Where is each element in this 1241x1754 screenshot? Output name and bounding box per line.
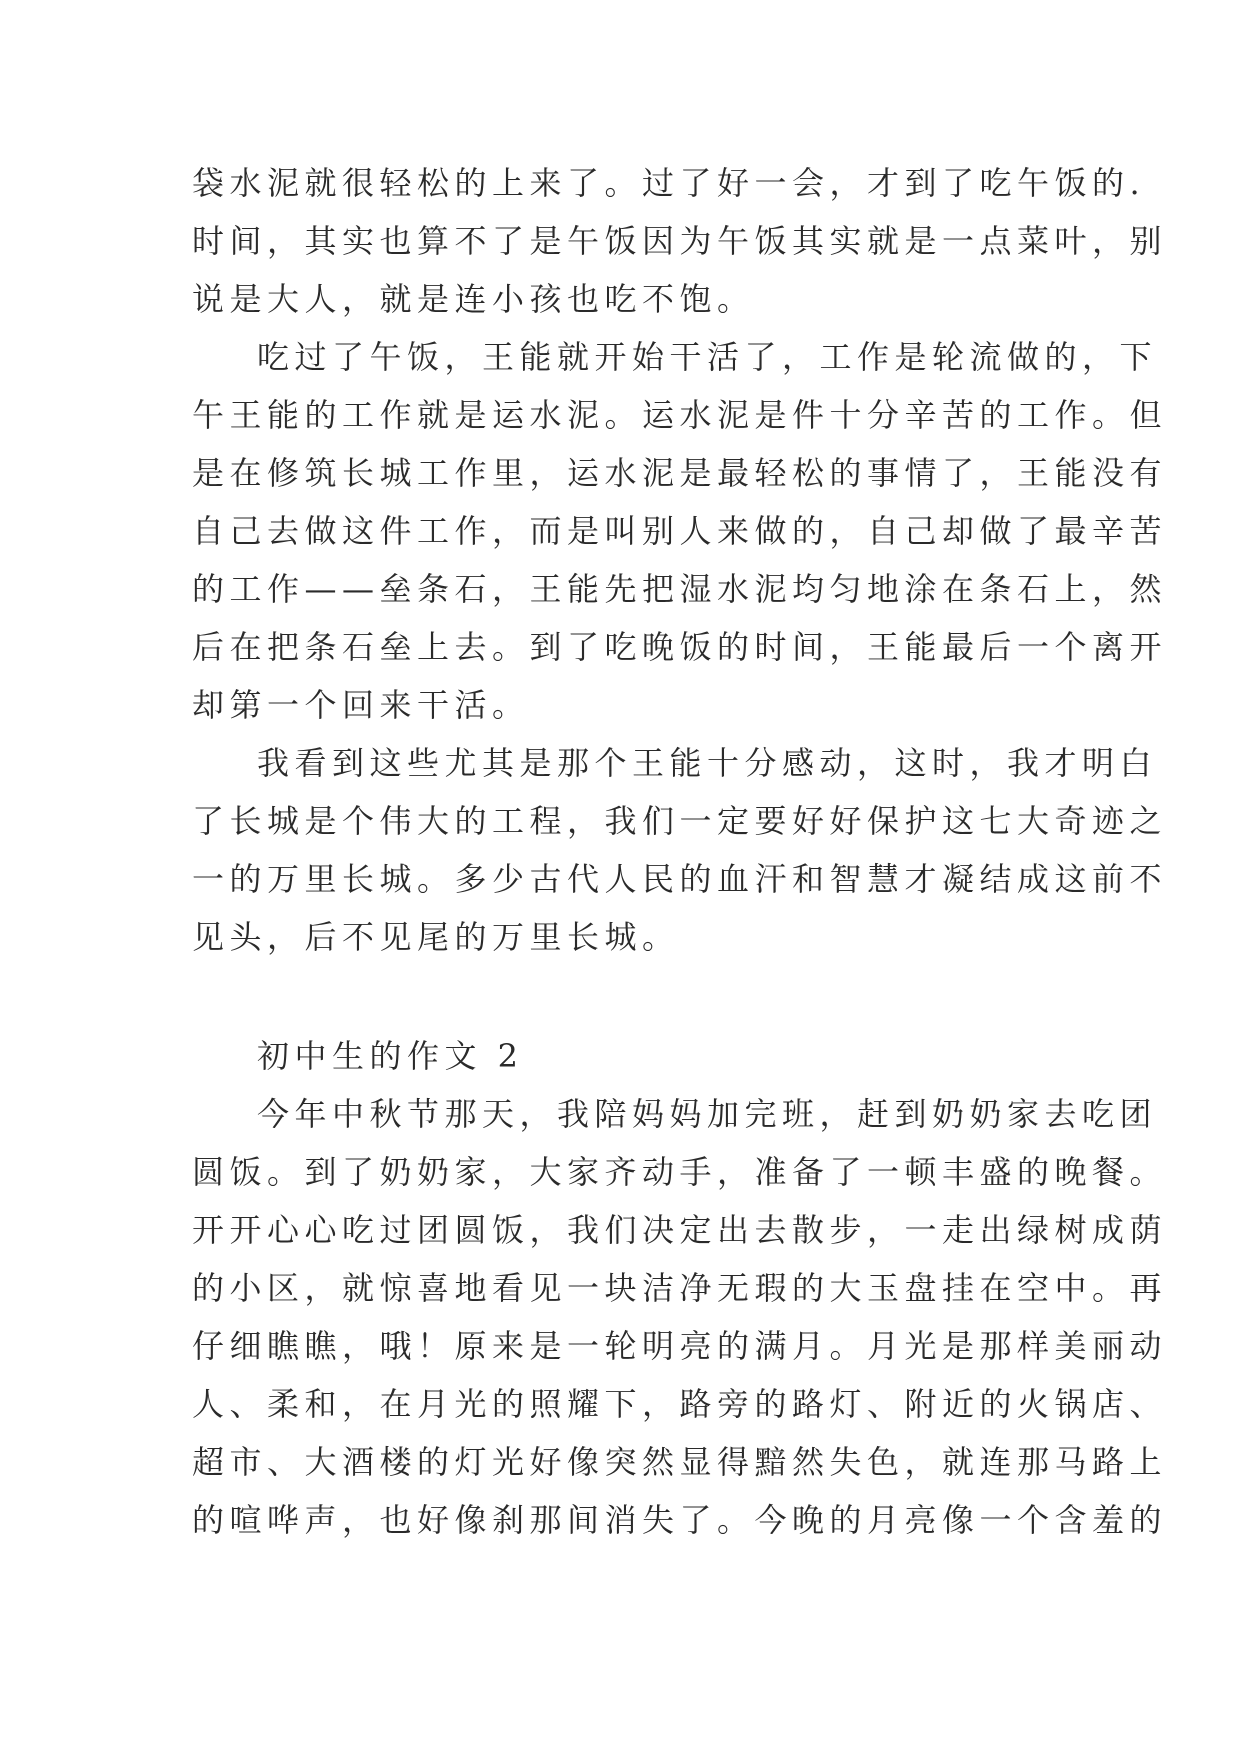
text-line: 袋水泥就很轻松的上来了。过了好一会，才到了吃午饭的. <box>192 164 1146 202</box>
essay-2 <box>192 1027 1168 1549</box>
text-line: 了长城是个伟大的工程，我们一定要好好保护这七大奇迹之 <box>192 802 1168 840</box>
essay-title: 初中生的作文 2 <box>257 1037 524 1075</box>
text-line: 一的万里长城。多少古代人民的血汗和智慧才凝结成这前不 <box>192 860 1168 898</box>
text-line: 却第一个回来干活。 <box>192 686 530 724</box>
essay-continuation <box>192 154 1168 966</box>
text-line: 见头，后不见尾的万里长城。 <box>192 918 680 956</box>
text-line: 午王能的工作就是运水泥。运水泥是件十分辛苦的工作。但 <box>192 396 1168 434</box>
text-line: 超市、大酒楼的灯光好像突然显得黯然失色，就连那马路上 <box>192 1443 1168 1481</box>
text-line: 是在修筑长城工作里，运水泥是最轻松的事情了，王能没有 <box>192 454 1168 492</box>
text-line: 我看到这些尤其是那个王能十分感动，这时，我才明白 <box>257 744 1158 782</box>
text-line: 开开心心吃过团圆饭，我们决定出去散步，一走出绿树成荫 <box>192 1211 1168 1249</box>
text-line: 时间，其实也算不了是午饭因为午饭其实就是一点菜叶，别 <box>192 222 1168 260</box>
text-line: 吃过了午饭，王能就开始干活了，工作是轮流做的，下 <box>257 338 1158 376</box>
text-line: 圆饭。到了奶奶家，大家齐动手，准备了一顿丰盛的晚餐。 <box>192 1153 1168 1191</box>
text-line: 说是大人，就是连小孩也吃不饱。 <box>192 280 755 318</box>
text-line: 自己去做这件工作，而是叫别人来做的，自己却做了最辛苦 <box>192 512 1168 550</box>
text-line: 的小区，就惊喜地看见一块洁净无瑕的大玉盘挂在空中。再 <box>192 1269 1168 1307</box>
text-line: 今年中秋节那天，我陪妈妈加完班，赶到奶奶家去吃团 <box>257 1095 1158 1133</box>
text-line: 的工作——垒条石，王能先把湿水泥均匀地涂在条石上，然 <box>192 570 1168 608</box>
text-line: 人、柔和，在月光的照耀下，路旁的路灯、附近的火锅店、 <box>192 1385 1168 1423</box>
text-line: 后在把条石垒上去。到了吃晚饭的时间，王能最后一个离开 <box>192 628 1168 666</box>
text-line: 仔细瞧瞧，哦！原来是一轮明亮的满月。月光是那样美丽动 <box>192 1327 1168 1365</box>
text-line: 的喧哗声，也好像刹那间消失了。今晚的月亮像一个含羞的 <box>192 1501 1168 1539</box>
